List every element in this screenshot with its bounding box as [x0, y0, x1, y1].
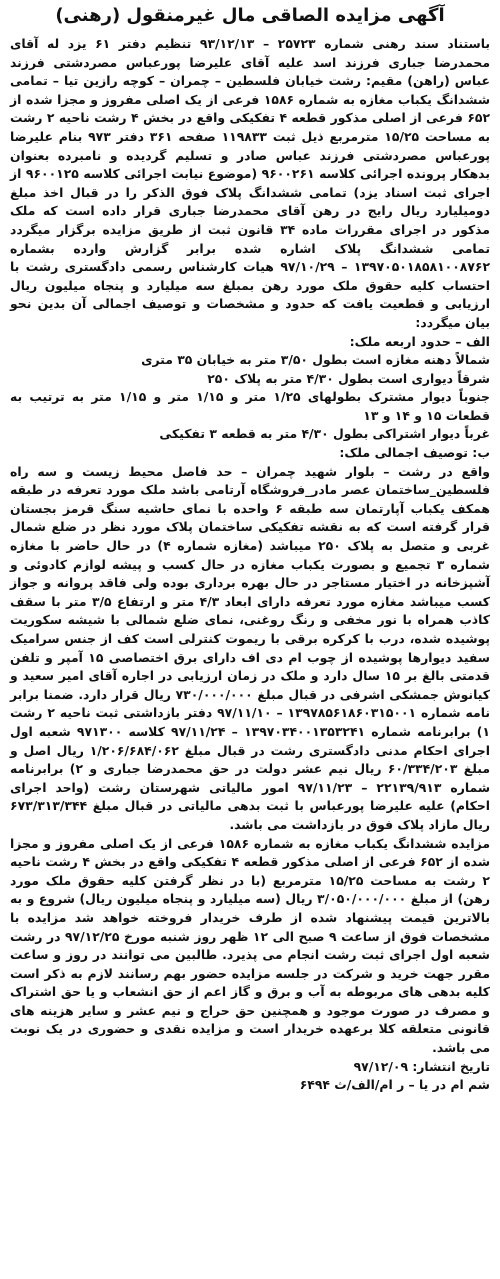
description-heading: ب: توصیف اجمالی ملک:: [339, 445, 490, 461]
notice-title: آگهی مزایده الصاقی مال غیرمنقول (رهنی): [55, 5, 445, 26]
boundary-west: غرباً دیوار اشتراکی بطول ۴/۳۰ متر به قطعه ۳ تفکیکی: [159, 426, 490, 442]
property-description-paragraph: واقع در رشت – بلوار شهید چمران – حد فاصل محیط زیست و سه راه فلسطین_ساختمان عصر مادر_فروشگاه آرتامی باشد ملک مورد تعرفه در طبقه همکف یکباب آپارتمان سه طبقه ۶ واحده با نمای حاشیه سنگ قرمز بجستان قرار گرفته است که به نقشه تفکیکی ساختمان پلاک مورد نظر در ضلع شمال غربی و متصل به پلاک ۲۵۰ میباشد (مغازه شماره ۴) در حال حاضر با مغازه شماره ۳ تجمیع و بصورت یکباب مغازه در حال کسب و پیشه لوازم کادوئی و آشپزخانه در اختیار مستاجر در حال بهره برداری بوده ولی فاقد پروانه و جواز کسب میباشد مغازه مورد تعرفه دارای ابعاد ۴/۳ متر و ارتفاع ۳/۵ متر با سقف کاذب همراه با نور مخفی و رنگ روغنی، نمای ضلع شمالی با شیشه سکوریت پوشیده شده، درب با کرکره برقی با ریموت کنترلی است کف از جنس سرامیک سفید دیوارها پوشیده از چوب ام دی اف دارای برق اختصاصی ۱۵ آمپر و تلفن قدمتی بالغ بر ۱۵ سال دارد و ملک در زمان ارزیابی در اجاره آقای امیر سعید و کیانوش جمشکی اشرفی در قبال مبلغ ۷۳۰/۰۰۰/۰۰۰ ریال قرار دارد. ضمنا برابر نامه شماره ۱۳۹۷۸۵۶۱۸۶۰۳۱۵۰۰۱ – ۹۷/۱۱/۱۰ دفتر بازداشتی ثبت ناحیه ۲ رشت ۱) برابرنامه شماره ۱۳۹۷۰۳۴۰۰۱۳۵۳۲۴۱ – ۹۷/۱۱/۲۴ کلاسه ۹۷۱۳۰۰ شعبه اول اجرای احکام مدنی دادگستری رشت در قبال مبلغ ۱/۲۰۶/۶۸۴/۰۶۲ ریال اصل و مبلغ ۶۰/۳۳۴/۲۰۳ ریال نیم عشر دولت در حق محمدرضا جباری و ۲) برابرنامه شماره ۲۲۱۳۹/۹۱۳ – ۹۷/۱۱/۲۳ امور مالیاتی شهرستان رشت (واحد اجرای احکام) علیه علیرضا پورعباس با ثبت بدهی مالیاتی در قبال مبلغ ۶۷۳/۳۱۳/۳۴۴ ریال مازاد پلاک فوق در بازداشت می باشد.: [5, 463, 491, 832]
boundary-east: شرقاً دیواری است بطول ۴/۳۰ متر به پلاک ۲۵۰: [207, 370, 490, 386]
boundary-north: شمالاً دهنه مغازه است بطول ۳/۵۰ متر به خیابان ۳۵ متری: [141, 352, 490, 368]
notice-code: شم ام در یا – ر ام/الف/ث ۶۴۹۴: [299, 1077, 490, 1093]
auction-terms-paragraph: مزایده ششدانگ یکباب مغازه به شماره ۱۵۸۶ فرعی از یک اصلی مفروز و مجزا شده از ۶۵۲ فرعی از اصلی مذکور قطعه ۴ تفکیکی واقع در بخش ۴ رشت ناحیه ۲ رشت به مساحت ۱۵/۲۵ مترمربع (با در نظر گرفتن کلیه حقوق ملک مورد رهن) از مبلغ ۳/۰۵۰/۰۰۰/۰۰۰ ریال (سه میلیارد و پنجاه میلیون ریال) شروع و به بالاترین قیمت پیشنهاد شده از طرف خریدار فروخته خواهد شد مزایده با مشخصات فوق از ساعت ۹ صبح الی ۱۲ ظهر روز شنبه مورخ ۹۷/۱۲/۲۵ در رشت شعبه اول اجرای ثبت رشت انجام می پذیرد. طالبین می توانند در روز و ساعت مقرر جهت خرید و شرکت در جلسه مزایده حضور بهم رسانند لازم به ذکر است کلیه بدهی های مربوطه به آب و برق و گاز اعم از حق انشعاب و یا حق اشتراک و مصرف در صورت موجود و همچنین حق حراج و نیم عشر و سایر هزینه های قانونی متعلقه کلا برعهده خریدار است و مزایده نقدی و حضوری در یک نوبت می باشد.: [5, 835, 490, 1056]
publish-date: تاریخ انتشار: ۹۷/۱۲/۰۹: [353, 1058, 490, 1074]
boundary-south: جنوباً دیوار مشترک بطولهای ۱/۲۵ متر و ۱/۱۵ متر و ۱/۱۵ متر به ترتیب به قطعات ۱۵ و ۱۴ و ۱۳: [5, 389, 490, 423]
notice-intro-paragraph: باستناد سند رهنی شماره ۲۵۷۲۳ – ۹۳/۱۲/۱۳ تنظیم دفتر ۶۱ یزد له آقای محمدرضا جباری فرزند اسد علیه آقای علیرضا پورعباس مصردشتی فرزند عباس (راهن) مقیم: رشت خیابان فلسطین – چمران – کوچه رازین تیا – تمامی ششدانگ یکباب مغازه به شماره ۱۵۸۶ فرعی از یک اصلی مفروز و مجزا شده از ۶۵۲ فرعی از اصلی مذکور قطعه ۴ تفکیکی واقع در بخش ۴ رشت ناحیه ۲ رشت به مساحت ۱۵/۲۵ مترمربع ذیل ثبت ۱۱۹۸۳۳ صفحه ۳۶۱ دفتر ۹۷۳ بنام علیرضا پورعباس مصردشتی فرزند عباس صادر و تسلیم گردیده و نامبرده بعنوان بدهکار پرونده اجرائی کلاسه ۹۶۰۰۲۶۱ (موضوع نیابت اجرائی کلاسه ۹۶۰۰۱۲۵ از اجرای ثبت اسناد یزد) تمامی ششدانگ پلاک فوق الذکر را در قبال اخذ مبلغ دومیلیارد ریال رایج در رهن آقای محمدرضا جباری قرار داده است که ملک مذکور در اجرای مقررات ماده ۳۴ قانون ثبت از طریق مزایده برگزار میگردد تمامی ششدانگ پلاک اشاره شده برابر گزارش وارده بشماره ۱۳۹۷۰۵۰۱۸۵۸۱۰۰۸۷۶۲ – ۹۷/۱۰/۲۹ هیات کارشناس رسمی دادگستری رشت با احتساب کلیه حقوق ملک مورد رهن بمبلغ سه میلیارد و پنجاه میلیون ریال ارزیابی و قطعیت یافت که حدود و مشخصات و توصیف اجمالی آن بدین نحو بیان میگردد:: [5, 36, 491, 330]
notice-footer: [10, 1058, 490, 1095]
boundaries-heading: الف – حدود اربعه ملک:: [349, 333, 490, 349]
